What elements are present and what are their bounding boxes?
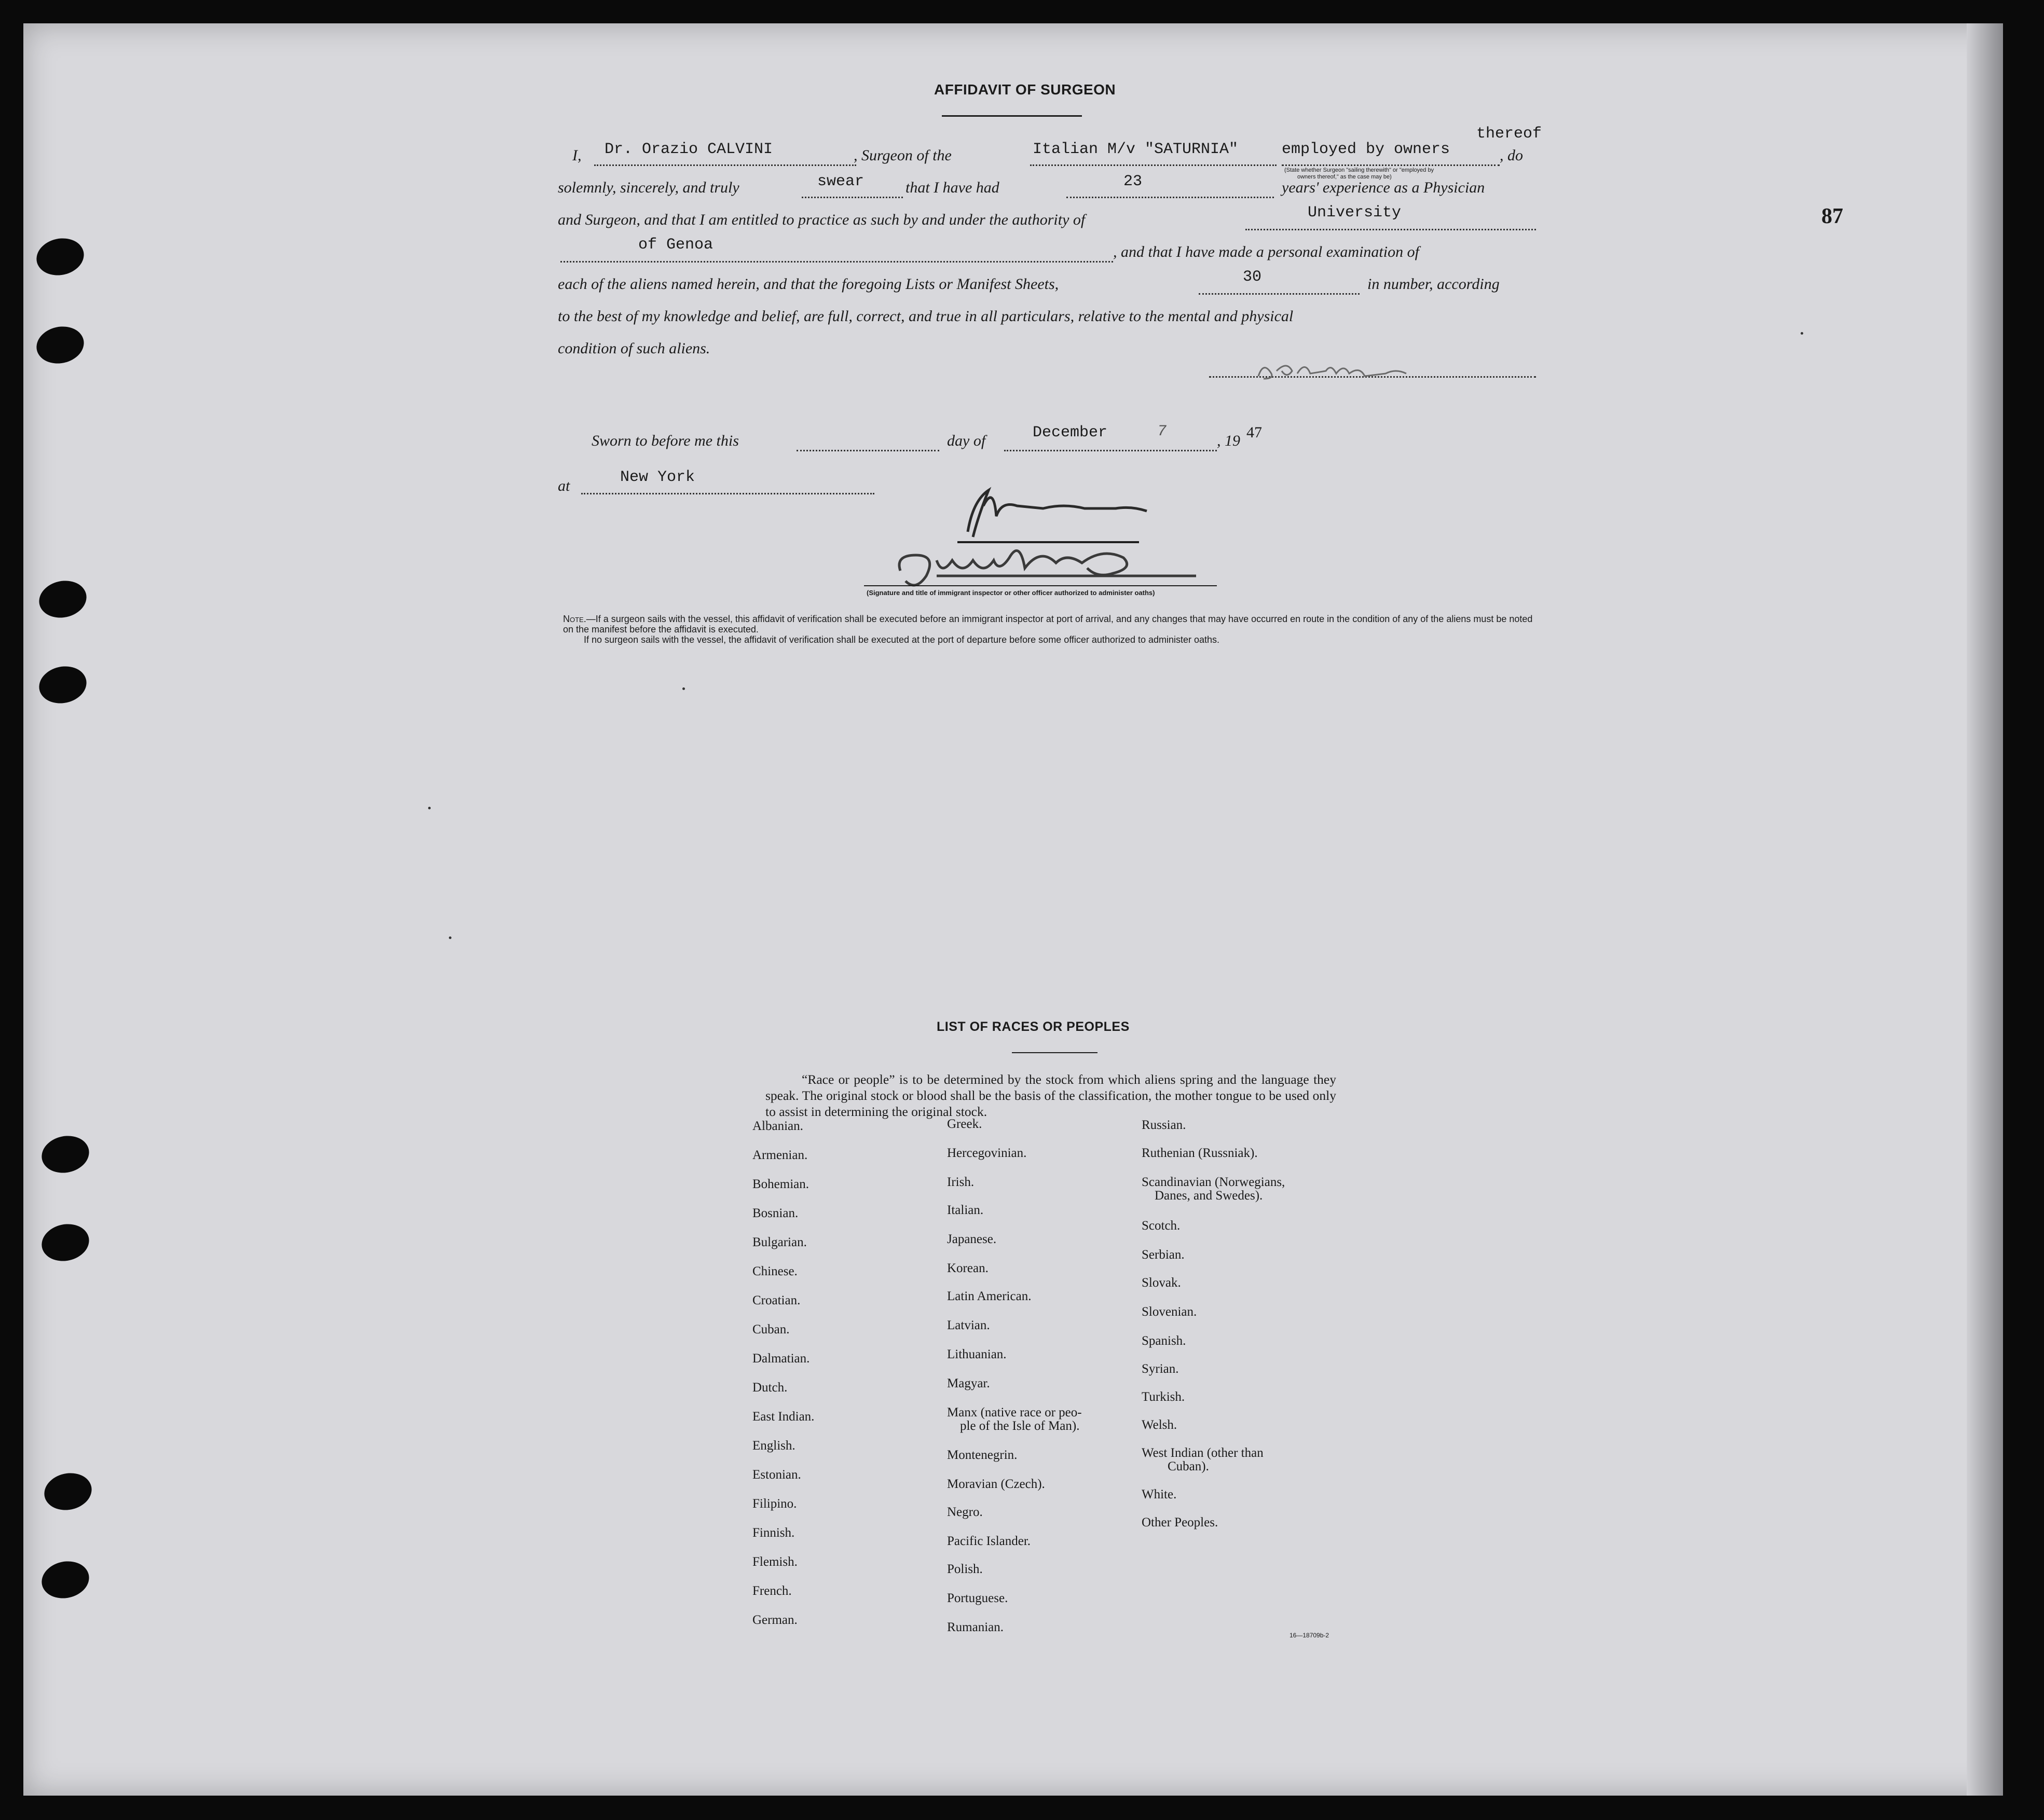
race-item: Korean.	[947, 1261, 989, 1275]
employment-note-2: owners thereof," as the case may be)	[1297, 174, 1392, 180]
page-edge-shadow	[1967, 23, 2003, 1796]
punch-hole	[41, 1469, 95, 1514]
surgeon-signature	[1253, 355, 1424, 387]
at-prefix: at	[558, 477, 570, 494]
speck	[1801, 332, 1803, 335]
race-item: West Indian (other than	[1142, 1446, 1264, 1460]
sworn-day-of: day of	[947, 432, 986, 449]
note-text-1: —If a surgeon sails with the vessel, this affidavit of verification shall be executed before an immigrant inspector at port of arrival, and any changes that may have occurred en route in the condition of any of the aliens must be noted on the manifest before the affidavit is executed.	[563, 614, 1533, 635]
punch-hole	[38, 1220, 93, 1265]
employment-note-1: (State whether Surgeon "sailing therewith" or "employed by	[1284, 167, 1434, 173]
line5-suffix: in number, according	[1367, 275, 1500, 293]
race-item: Flemish.	[752, 1555, 798, 1569]
race-item: Armenian.	[752, 1148, 808, 1162]
authority-line-2: of Genoa	[638, 236, 714, 254]
years-experience: 23	[1123, 173, 1143, 190]
punch-hole	[33, 322, 88, 368]
blank-line	[560, 261, 1113, 263]
note-label: Note.	[563, 614, 586, 624]
speck	[428, 807, 431, 809]
race-item: Polish.	[947, 1562, 983, 1576]
officer-signature-line	[864, 585, 1217, 586]
sworn-place: New York	[620, 468, 695, 486]
race-item: Dalmatian.	[752, 1352, 810, 1366]
race-item: ple of the Isle of Man).	[960, 1419, 1080, 1433]
race-item: Bohemian.	[752, 1177, 810, 1191]
race-item: Syrian.	[1142, 1362, 1179, 1376]
punch-hole	[38, 1557, 93, 1603]
race-item: Croatian.	[752, 1293, 801, 1307]
race-item: Bosnian.	[752, 1206, 799, 1220]
race-item: Latvian.	[947, 1318, 990, 1332]
punch-hole	[38, 1132, 93, 1177]
surgeon-name: Dr. Orazio CALVINI	[605, 141, 773, 158]
race-item: Ruthenian (Russniak).	[1142, 1146, 1258, 1160]
race-item: Hercegovinian.	[947, 1146, 1027, 1160]
blank-line	[1199, 293, 1360, 295]
blank-line	[1245, 229, 1536, 230]
signature-caption: (Signature and title of immigrant inspector or other officer authorized to administer oaths)	[867, 589, 1155, 597]
race-item: Pacific Islander.	[947, 1534, 1031, 1548]
oath-word: swear	[817, 173, 865, 190]
form-number: 16—18709b-2	[1289, 1632, 1329, 1639]
race-item: East Indian.	[752, 1410, 815, 1424]
race-item: Cuban.	[752, 1322, 790, 1336]
race-item: Dutch.	[752, 1381, 788, 1395]
line2-suffix: years' experience as a Physician	[1282, 179, 1485, 196]
race-item: Slovenian.	[1142, 1305, 1197, 1319]
race-item: Chinese.	[752, 1264, 798, 1278]
punch-hole	[33, 234, 88, 280]
affidavit-note	[563, 614, 1536, 635]
punch-hole	[36, 576, 90, 622]
vessel-name: Italian M/v "SATURNIA"	[1033, 141, 1239, 158]
blank-line	[581, 493, 874, 494]
blank-line	[797, 450, 939, 451]
line7: condition of such aliens.	[558, 340, 710, 357]
race-item: Portuguese.	[947, 1591, 1008, 1605]
race-item: Bulgarian.	[752, 1235, 807, 1249]
sworn-year-prefix: , 19	[1217, 432, 1240, 449]
blank-line	[1066, 197, 1274, 198]
race-item: Lithuanian.	[947, 1347, 1007, 1361]
race-item: Montenegrin.	[947, 1448, 1018, 1462]
race-item: Other Peoples.	[1142, 1515, 1218, 1529]
sworn-prefix: Sworn to before me this	[592, 432, 739, 449]
race-item: Cuban).	[1168, 1459, 1209, 1473]
line2-middle: that I have had	[906, 179, 999, 196]
surgeon-of-text: , Surgeon of the	[854, 147, 952, 164]
race-item: Albanian.	[752, 1119, 803, 1133]
race-item: Greek.	[947, 1117, 982, 1131]
races-title-rule	[1012, 1052, 1098, 1053]
punch-hole	[36, 662, 90, 708]
line4-suffix: , and that I have made a personal examination of	[1113, 243, 1419, 260]
line3-prefix: and Surgeon, and that I am entitled to practice as such by and under the authority of	[558, 211, 1086, 228]
race-item: Serbian.	[1142, 1248, 1185, 1262]
race-item: Moravian (Czech).	[947, 1477, 1045, 1491]
race-item: White.	[1142, 1487, 1177, 1501]
sworn-year-suffix: 47	[1246, 424, 1262, 441]
line6: to the best of my knowledge and belief, are full, correct, and true in all particulars, relative to the mental and physical	[558, 308, 1294, 325]
affidavit-title: AFFIDAVIT OF SURGEON	[934, 81, 1116, 98]
blank-line	[1282, 164, 1500, 166]
blank-line	[594, 164, 856, 166]
race-item: Latin American.	[947, 1289, 1032, 1303]
race-item: Irish.	[947, 1175, 975, 1189]
race-item: German.	[752, 1613, 798, 1627]
races-title: LIST OF RACES OR PEOPLES	[937, 1019, 1130, 1034]
race-item: Japanese.	[947, 1232, 997, 1246]
race-item: Filipino.	[752, 1497, 797, 1511]
employment-status: employed by owners	[1282, 141, 1450, 158]
note-text-2: If no surgeon sails with the vessel, the affidavit of verification shall be executed at the port of departure before some officer authorized to administer oaths.	[584, 635, 1220, 645]
race-item: Welsh.	[1142, 1418, 1177, 1432]
race-item: Rumanian.	[947, 1620, 1004, 1634]
race-item: Estonian.	[752, 1468, 801, 1482]
race-item: Scandinavian (Norwegians,	[1142, 1175, 1285, 1189]
sworn-day: 7	[1157, 423, 1167, 440]
race-item: Slovak.	[1142, 1276, 1181, 1290]
races-intro: “Race or people” is to be determined by the stock from which aliens spring and the language they speak. The original stock or blood shall be the basis of the classification, the mother tongue to be used only to assist in determining the original stock.	[765, 1072, 1336, 1119]
race-item: Danes, and Swedes).	[1155, 1189, 1263, 1203]
race-item: Italian.	[947, 1203, 984, 1217]
race-item: Russian.	[1142, 1118, 1186, 1132]
page-number: 87	[1821, 204, 1843, 228]
line5-prefix: each of the aliens named herein, and that the foregoing Lists or Manifest Sheets,	[558, 275, 1059, 293]
race-item: Magyar.	[947, 1376, 990, 1390]
sheet-count: 30	[1243, 268, 1262, 286]
race-item: Negro.	[947, 1505, 983, 1519]
speck	[682, 687, 685, 690]
employment-suffix: thereof	[1476, 125, 1542, 143]
race-item: Manx (native race or peo-	[947, 1405, 1082, 1419]
manifest-page	[23, 23, 2003, 1796]
race-item: Scotch.	[1142, 1219, 1181, 1233]
blank-line	[1004, 450, 1217, 451]
race-item: Spanish.	[1142, 1334, 1186, 1348]
blank-line	[802, 197, 903, 198]
race-item: Turkish.	[1142, 1390, 1185, 1404]
authority-line-1: University	[1308, 204, 1402, 222]
officer-signature	[874, 540, 1248, 591]
affidavit-prefix: I,	[572, 147, 582, 164]
sworn-month: December	[1033, 424, 1108, 442]
race-item: English.	[752, 1439, 795, 1453]
title-rule	[942, 115, 1082, 117]
line2-prefix: solemnly, sincerely, and truly	[558, 179, 739, 196]
line1-suffix: , do	[1500, 147, 1523, 164]
race-item: Finnish.	[752, 1526, 795, 1540]
race-item: French.	[752, 1584, 792, 1598]
speck	[449, 936, 451, 939]
blank-line	[1030, 164, 1277, 166]
